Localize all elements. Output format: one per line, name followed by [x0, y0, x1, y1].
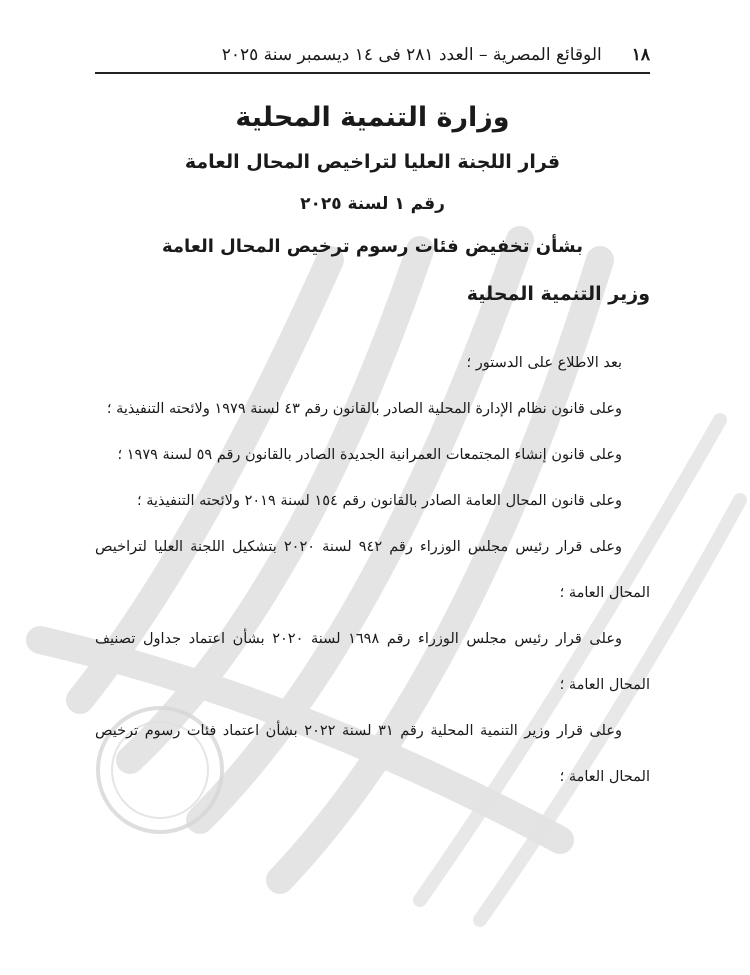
ministry-title: وزارة التنمية المحلية	[235, 102, 510, 133]
gazette-issue-line: الوقائع المصرية – العدد ٢٨١ فى ١٤ ديسمبر سنة ٢٠٢٥	[221, 45, 602, 65]
preamble-paragraph: وعلى قرار رئيس مجلس الوزراء رقم ١٦٩٨ لسنة ٢٠٢٠ بشأن اعتماد جداول تصنيف المحال العامة ؛	[95, 631, 650, 693]
decision-preamble	[95, 340, 650, 800]
gazette-header	[95, 38, 650, 74]
minister-heading: وزير التنمية المحلية	[466, 283, 650, 305]
page-number: ١٨	[631, 45, 650, 65]
preamble-paragraph: وعلى قرار وزير التنمية المحلية رقم ٣١ لسنة ٢٠٢٢ بشأن اعتماد فئات رسوم ترخيص المحال العامة ؛	[95, 723, 650, 785]
preamble-paragraph: وعلى قرار رئيس مجلس الوزراء رقم ٩٤٢ لسنة ٢٠٢٠ بتشكيل اللجنة العليا لتراخيص المحال العامة ؛	[95, 539, 650, 601]
preamble-paragraph: وعلى قانون نظام الإدارة المحلية الصادر بالقانون رقم ٤٣ لسنة ١٩٧٩ ولائحته التنفيذية ؛	[106, 401, 622, 417]
preamble-paragraph: وعلى قانون إنشاء المجتمعات العمرانية الجديدة الصادر بالقانون رقم ٥٩ لسنة ١٩٧٩ ؛	[117, 447, 622, 463]
preamble-paragraph: بعد الاطلاع على الدستور ؛	[466, 355, 622, 371]
preamble-paragraph: وعلى قانون المحال العامة الصادر بالقانون رقم ١٥٤ لسنة ٢٠١٩ ولائحته التنفيذية ؛	[136, 493, 622, 509]
decision-titles	[95, 95, 650, 319]
decision-title: قرار اللجنة العليا لتراخيص المحال العامة	[184, 151, 561, 173]
decision-number: رقم ١ لسنة ٢٠٢٥	[300, 194, 445, 214]
decision-subject: بشأن تخفيض فئات رسوم ترخيص المحال العامة	[162, 236, 583, 257]
